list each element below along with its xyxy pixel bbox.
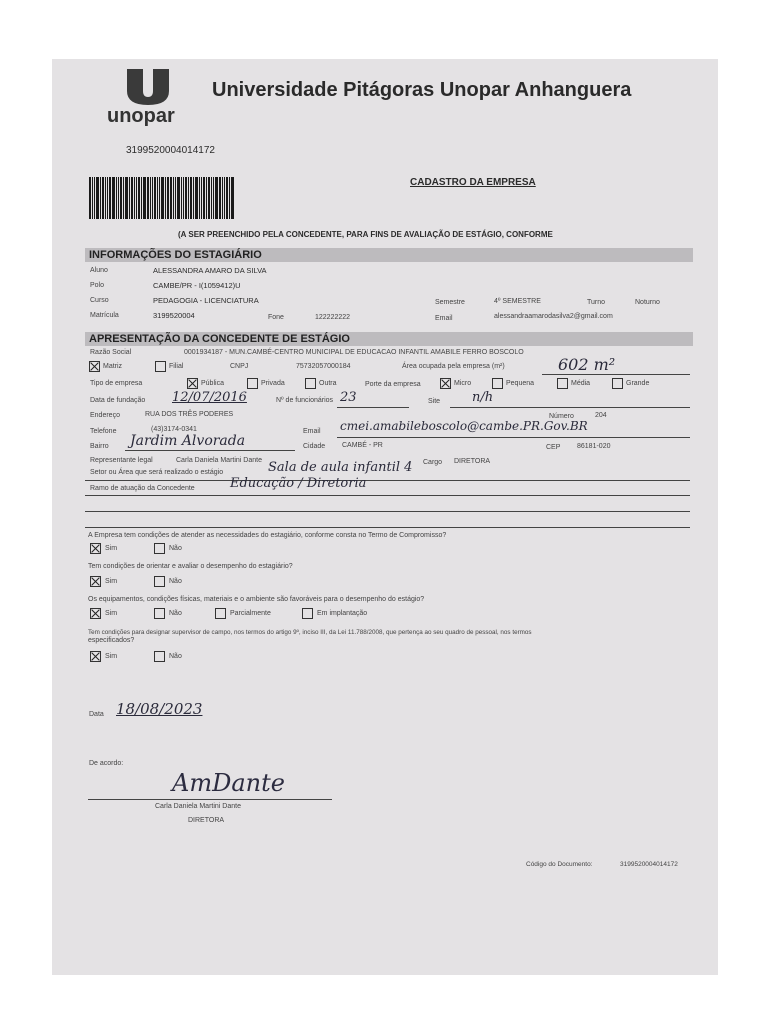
q4-nao-label: Não <box>169 653 182 660</box>
site-underline <box>450 407 690 408</box>
barcode-bar <box>92 177 93 219</box>
barcode-bar <box>152 177 153 219</box>
barcode-bar <box>211 177 212 219</box>
cnpj-value: 75732057000184 <box>296 363 351 370</box>
q3-parcialmente-label: Parcialmente <box>230 610 271 617</box>
telefone-value: (43)3174-0341 <box>151 426 197 433</box>
endereco-value: RUA DOS TRÊS PODERES <box>145 411 234 418</box>
barcode-bar <box>170 177 172 219</box>
barcode-bar <box>94 177 95 219</box>
outra-label: Outra <box>319 380 337 387</box>
barcode-bar <box>213 177 214 219</box>
barcode-bar <box>190 177 192 219</box>
turno-label: Turno <box>587 299 606 306</box>
privada-label: Privada <box>261 380 285 387</box>
area-underline <box>542 374 690 375</box>
barcode-bar <box>231 177 234 219</box>
codigo-value: 3199520004014172 <box>620 861 678 868</box>
micro-checkbox[interactable] <box>440 378 451 389</box>
q1-nao-label: Não <box>169 545 182 552</box>
barcode-bar <box>215 177 218 219</box>
barcode-bar <box>123 177 124 219</box>
privada-checkbox[interactable] <box>247 378 258 389</box>
aluno-value: ALESSANDRA AMARO DA SILVA <box>153 266 267 275</box>
q3-implantacao-checkbox[interactable] <box>302 608 313 619</box>
funcionarios-label: Nº de funcionários <box>276 397 334 404</box>
razao-value: 0001934187 - MUN.CAMBÉ-CENTRO MUNICIPAL DE EDUCACAO INFANTIL AMABILE FERRO BOSCOLO <box>184 349 524 356</box>
pequena-label: Pequena <box>506 380 535 387</box>
barcode-bar <box>188 177 189 219</box>
cep-value: 86181-020 <box>577 443 611 450</box>
q2-sim-checkbox[interactable] <box>90 576 101 587</box>
email-value: alessandraamarodasilva2@gmail.com <box>494 313 613 320</box>
q4-sim-label: Sim <box>105 653 118 660</box>
cnpj-label: CNPJ <box>230 363 249 370</box>
semestre-value: 4º SEMESTRE <box>494 298 541 305</box>
setor-value: Sala de aula infantil 4 <box>268 460 413 475</box>
form-title: CADASTRO DA EMPRESA <box>410 177 536 188</box>
unopar-logo <box>107 67 189 127</box>
barcode-bar <box>206 177 207 219</box>
matricula-label: Matrícula <box>90 312 119 319</box>
setor-underline <box>85 480 690 481</box>
signer-role: DIRETORA <box>188 817 225 824</box>
media-checkbox[interactable] <box>557 378 568 389</box>
barcode-bar <box>183 177 184 219</box>
signature: AmDante <box>172 769 285 797</box>
funcionarios-value: 23 <box>340 390 357 405</box>
bairro-label: Bairro <box>90 443 109 450</box>
area-label: Área ocupada pela empresa (m²) <box>402 363 505 370</box>
barcode-bar <box>175 177 176 219</box>
barcode-bar <box>138 177 140 219</box>
barcode-bar <box>102 177 104 219</box>
section-concedente-title: APRESENTAÇÃO DA CONCEDENTE DE ESTÁGIO <box>85 332 693 346</box>
porte-label: Porte da empresa <box>365 381 421 388</box>
data-value: 18/08/2023 <box>116 700 203 718</box>
matriz-label: Matriz <box>103 363 123 370</box>
razao-label: Razão Social <box>90 349 132 356</box>
barcode-bar <box>112 177 115 219</box>
turno-value: Noturno <box>635 299 660 306</box>
micro-label: Micro <box>454 380 472 387</box>
barcode-bar <box>203 177 205 219</box>
question-3: Os equipamentos, condições físicas, materiais e o ambiente são favoráveis para o desempenho do estágio? <box>88 596 425 603</box>
filial-label: Filial <box>169 363 184 370</box>
blank-line-1 <box>85 511 690 512</box>
semestre-label: Semestre <box>435 299 465 306</box>
acordo-label: De acordo: <box>89 760 124 767</box>
q2-nao-checkbox[interactable] <box>154 576 165 587</box>
outra-checkbox[interactable] <box>305 378 316 389</box>
polo-label: Polo <box>90 282 105 289</box>
cargo-label: Cargo <box>423 459 443 466</box>
barcode-bar <box>107 177 108 219</box>
barcode-bar <box>136 177 137 219</box>
email-concedente-value: cmei.amabileboscolo@cambe.PR.Gov.BR <box>340 419 588 433</box>
q2-nao-label: Não <box>169 578 182 585</box>
tipo-label: Tipo de empresa <box>90 380 143 387</box>
barcode-bar <box>89 177 91 219</box>
barcode-bar <box>129 177 130 219</box>
barcode-bar <box>193 177 194 219</box>
curso-label: Curso <box>90 297 109 304</box>
funcionarios-underline <box>337 407 409 408</box>
barcode-bar <box>224 177 225 219</box>
codigo-label: Código do Documento: <box>526 861 593 868</box>
barcode-bar <box>141 177 142 219</box>
fone-value: 122222222 <box>315 314 351 321</box>
q1-sim-checkbox[interactable] <box>90 543 101 554</box>
barcode-bar <box>201 177 202 219</box>
representante-value: Carla Daniela Martini Dante <box>176 457 262 464</box>
setor-label: Setor ou Área que será realizado o estágio <box>90 469 224 476</box>
section-estagiario-title: INFORMAÇÕES DO ESTAGIÁRIO <box>85 248 693 262</box>
barcode-bar <box>154 177 156 219</box>
q3-sim-checkbox[interactable] <box>90 608 101 619</box>
question-1: A Empresa tem condições de atender as necessidades do estagiário, conforme consta no Termo de Compromisso? <box>88 532 447 539</box>
unopar-u-icon <box>107 67 189 107</box>
fone-label: Fone <box>268 314 284 321</box>
document-page <box>52 59 718 975</box>
bairro-value: Jardim Alvorada <box>130 433 246 449</box>
barcode-bar <box>219 177 221 219</box>
cep-label: CEP <box>546 444 561 451</box>
cidade-label: Cidade <box>303 443 326 450</box>
q3-nao-checkbox[interactable] <box>154 608 165 619</box>
matriz-checkbox[interactable] <box>89 361 100 372</box>
bairro-underline <box>125 450 295 451</box>
signer-name: Carla Daniela Martini Dante <box>155 803 241 810</box>
barcode-bar <box>120 177 122 219</box>
question-4-line-2: especificados? <box>88 637 135 644</box>
site-label: Site <box>428 398 441 405</box>
barcode-bar <box>165 177 166 219</box>
representante-label: Representante legal <box>90 457 153 464</box>
q3-implantacao-label: Em implantação <box>317 610 368 617</box>
barcode-bar <box>177 177 180 219</box>
aluno-label: Aluno <box>90 267 108 274</box>
barcode-bar <box>157 177 158 219</box>
logo-text: unopar <box>107 105 175 127</box>
barcode-bar <box>116 177 117 219</box>
cidade-value: CAMBÉ - PR <box>342 442 383 449</box>
barcode-bar <box>208 177 210 219</box>
barcode-bar <box>131 177 133 219</box>
document-code-top: 3199520004014172 <box>126 145 215 156</box>
barcode-bar <box>226 177 228 219</box>
grande-label: Grande <box>626 380 650 387</box>
barcode-bar <box>134 177 135 219</box>
barcode-bar <box>195 177 198 219</box>
media-label: Média <box>571 380 591 387</box>
q3-sim-label: Sim <box>105 610 118 617</box>
barcode-bar <box>109 177 111 219</box>
curso-value: PEDAGOGIA - LICENCIATURA <box>153 296 259 305</box>
barcode-bar <box>125 177 128 219</box>
q1-sim-label: Sim <box>105 545 118 552</box>
q3-nao-label: Não <box>169 610 182 617</box>
barcode-bar <box>229 177 230 219</box>
q2-sim-label: Sim <box>105 578 118 585</box>
barcode-bar <box>143 177 146 219</box>
fundacao-value: 12/07/2016 <box>172 390 247 405</box>
signature-line <box>88 799 332 800</box>
barcode-bar <box>100 177 101 219</box>
barcode-bar <box>185 177 187 219</box>
barcode-bar <box>105 177 106 219</box>
numero-value: 204 <box>595 412 607 419</box>
polo-value: CAMBE/PR - I(1059412)U <box>153 281 241 290</box>
barcode-bar <box>222 177 223 219</box>
cargo-value: DIRETORA <box>454 458 491 465</box>
numero-label: Número <box>549 413 574 420</box>
data-label: Data <box>89 711 104 718</box>
barcode-bar <box>167 177 169 219</box>
barcode-bar <box>147 177 149 219</box>
q4-sim-checkbox[interactable] <box>90 651 101 662</box>
university-name: Universidade Pitágoras Unopar Anhanguera <box>212 79 632 101</box>
barcode <box>89 177 261 219</box>
q4-nao-checkbox[interactable] <box>154 651 165 662</box>
grande-checkbox[interactable] <box>612 378 623 389</box>
area-value: 602 m² <box>558 355 616 374</box>
pequena-checkbox[interactable] <box>492 378 503 389</box>
ramo-value: Educação / Diretoria <box>230 476 367 491</box>
ramo-underline <box>85 495 690 496</box>
site-value: n/h <box>472 390 494 405</box>
matricula-value: 3199520004 <box>153 311 195 320</box>
form-subtitle: (A SER PREENCHIDO PELA CONCEDENTE, PARA FINS DE AVALIAÇÃO DE ESTÁGIO, CONFORME <box>178 230 553 239</box>
telefone-label: Telefone <box>90 428 117 435</box>
publica-checkbox[interactable] <box>187 378 198 389</box>
barcode-bar <box>199 177 200 219</box>
filial-checkbox[interactable] <box>155 361 166 372</box>
barcode-bar <box>161 177 164 219</box>
ramo-label: Ramo de atuação da Concedente <box>90 485 195 492</box>
q1-nao-checkbox[interactable] <box>154 543 165 554</box>
blank-line-2 <box>85 527 690 528</box>
q3-parcialmente-checkbox[interactable] <box>215 608 226 619</box>
barcode-bar <box>150 177 151 219</box>
barcode-bar <box>173 177 174 219</box>
email-concedente-label: Email <box>303 428 321 435</box>
question-4-line-1: Tem condições para designar supervisor de campo, nos termos do artigo 9º, inciso III, da Lei 11.788/2008, que pertença ao seu quadro de pessoal, nos termos <box>88 629 532 636</box>
email-label: Email <box>435 315 453 322</box>
barcode-bar <box>181 177 182 219</box>
question-2: Tem condições de orientar e avaliar o desempenho do estagiário? <box>88 563 293 570</box>
endereco-label: Endereço <box>90 412 120 419</box>
publica-label: Pública <box>201 380 224 387</box>
barcode-bar <box>118 177 119 219</box>
barcode-bar <box>96 177 99 219</box>
barcode-bar <box>159 177 160 219</box>
fundacao-label: Data de fundação <box>90 397 146 404</box>
email-underline <box>337 437 690 438</box>
